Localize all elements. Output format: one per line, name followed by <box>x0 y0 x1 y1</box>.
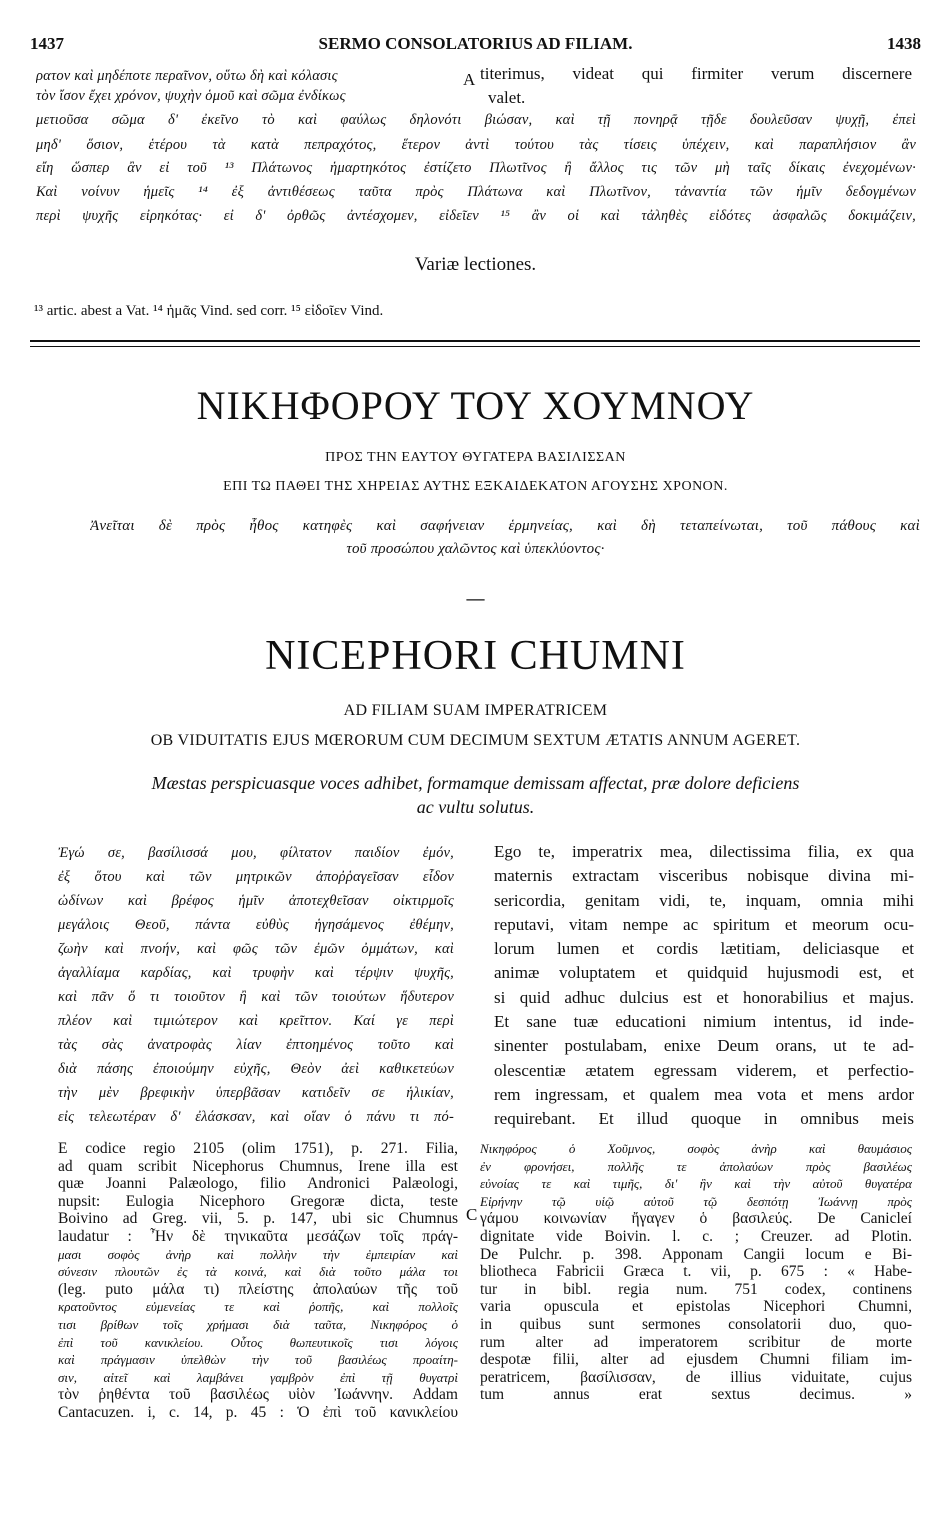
greek-col-line: ὠδίνων καὶ βρέφος ἡμῖν ἀποτεχθεῖσαν οἰκτιρμοῖς <box>58 893 454 909</box>
note-line: κρατοῦντος εὐμενείας τε καὶ ῥοπῆς, καὶ πολλοῖς <box>58 1299 458 1315</box>
greek-line: Καὶ νοίνυν ἡμεῖς ¹⁴ ἐξ ἀντιθέσεως ταῦτα πρὸς Πλάτωνα καὶ Πλωτῖνον, τἀναντία τῶν ἡμῖν δεδογμένων <box>36 184 916 200</box>
note-line: Boivino ad Greg. vii, 5. p. 147, ubi sic Chumnus <box>58 1210 458 1228</box>
greek-col-line: ἐξ ὅτου καὶ τῶν μητρικῶν ἀποῤῥαγεῖσαν εἶδον <box>58 869 454 885</box>
latin-col-line: lorum lumen et cordis lætitiam, deliciasque et <box>494 939 914 959</box>
note-line: μασι σοφὸς ἀνὴρ καὶ πολλὴν τὴν ἐμπειρίαν καὶ <box>58 1246 458 1262</box>
note-line: nupsit: Eulogia Nicephoro Gregoræ dicta, teste <box>58 1192 458 1210</box>
note-line: despotæ filii, alter ad ejusdem Chumni filiam im- <box>480 1351 912 1369</box>
note-line: in quibus sunt sermones consolatorii duo, quo- <box>480 1315 912 1333</box>
greek-col-line: ζωὴν καὶ πνοήν, καὶ φῶς τῶν ἐμῶν ὀμμάτων, καὶ <box>58 941 454 957</box>
greek-col-line: καὶ πᾶν ὅ τι τοιοῦτον ἢ καὶ τῶν τοιούτων ἥδυτερον <box>58 989 454 1005</box>
greek-col-line: εἰς τελεωτέραν δ' ἐλάσκσαν, καὶ οἵαν ὁ πάνυ τι πό- <box>58 1109 454 1125</box>
note-line: εὐνοίας τε καὶ τιμῆς, δι' ἣν καὶ τὴν αὐτοῦ θυγατέρα <box>480 1176 912 1192</box>
double-rule-top <box>30 340 920 342</box>
note-line: σιν, αἰτεῖ καὶ λαμβάνει γαμβρὸν ἐπὶ τῇ θυγατρὶ <box>58 1369 458 1385</box>
margin-letter-c: C <box>466 1205 478 1224</box>
note-line: ἐν φρονήσει, πολλῆς τε ἀπολαύων πρὸς βασιλέως <box>480 1158 912 1174</box>
note-line: Νικηφόρος ὁ Χοῦμνος, σοφὸς ἀνὴρ καὶ θαυμάσιος <box>480 1141 912 1156</box>
greek-col-line: Ἐγώ σε, βασίλισσά μου, φίλτατον παιδίον ἐμόν, <box>58 845 454 861</box>
latin-col-line: maternis extractam visceribus nobisque divina mi- <box>494 866 914 886</box>
latin-col-line: Ego te, imperatrix mea, dilectissima filia, ex qua <box>494 842 914 861</box>
note-line: ad quam scribit Nicephorus Chumnus, Irene illa est <box>58 1157 458 1175</box>
latin-col-line: reputavi, vitam nempe ac spiritum et meorum ocu- <box>494 914 914 934</box>
greek-line: τὸν ἴσον ἔχει χρόνον, ψυχὴν ὁμοῦ καὶ σῶμα ἐνδίκως <box>36 88 346 104</box>
running-title: SERMO CONSOLATORIUS AD FILIAM. <box>318 34 633 53</box>
variae-text: ¹³ artic. abest a Vat. ¹⁴ ἡμᾶς Vind. sed corr. ¹⁵ εἰδοῖεν Vind. <box>34 303 384 319</box>
greek-col-line: τὴν μὲν βρεφικὴν ὑπερβᾶσαν κατιδεῖν σε ἡλικίαν, <box>58 1085 454 1101</box>
latin-description-1: Mæstas perspicuasque voces adhibet, formamque demissam affectat, præ dolore deficiens <box>151 773 800 793</box>
greek-title: ΝΙΚΗΦΟΡΟΥ ΤΟΥ ΧΟΥΜΝΟΥ <box>196 383 755 428</box>
note-line: bliotheca Fabricii Græca t. vii, p. 675 : « Habe- <box>480 1263 912 1281</box>
note-line: τὸν ῥηθέντα τοῦ βασιλέως υἱὸν Ἰωάννην. Addam <box>58 1386 458 1404</box>
separator-dash: — <box>465 586 486 610</box>
notes-left-column <box>58 1140 458 1422</box>
greek-description-2: τοῦ προσώπου χαλῶντος καὶ ὑπεκλύοντος· <box>346 541 605 557</box>
note-line: Εἰρήνην τῷ υἱῷ αὐτοῦ τῷ δεσπότῃ Ἰωάννῃ πρὸς <box>480 1193 912 1209</box>
note-line: ἐπὶ τοῦ κανικλείου. Οὗτος θωπευτικοῖς τισι λόγοις <box>58 1334 458 1350</box>
greek-col-line: μεγάλοις Θεοῦ, πάντα εὐθὺς ἡγησάμενος ἐθέμην, <box>58 917 454 933</box>
latin-col-line: rem ingressam, et qualem mea vota et mens ardor <box>494 1084 914 1104</box>
note-line: (leg. puto μάλα τι) πλείστης ἀπολαύων τῆς τοῦ <box>58 1280 458 1298</box>
greek-col-line: ἀγαλλίαμα καρδίας, καὶ τρυφὴν καὶ τέρψιν ψυχῆς, <box>58 965 454 981</box>
note-line: dignitate vide Boivin. l. c. ; Creuzer. ad Plotin. <box>480 1227 912 1245</box>
greek-line: περὶ ψυχῆς εἰρηκότας· εἰ δ' ὀρθῶς ἀντέσχομεν, εἰδεῖεν ¹⁵ ἂν οἱ καὶ τἀληθὲς εἰδότες ἀσφαλῶς δοκιμάζειν, <box>36 208 916 224</box>
note-line: peratricem, βασίλισσαν, de illius viduitate, cujus <box>480 1368 912 1386</box>
note-line: E codice regio 2105 (olim 1751), p. 271. Filia, <box>58 1140 458 1157</box>
latin-col-line: animæ voluptatem et quidquid hujusmodi est, et <box>494 963 914 983</box>
margin-letter-a: A <box>463 70 476 89</box>
note-line: De Pulchr. p. 398. Apponam Cangii locum e Bi- <box>480 1245 912 1263</box>
latin-col-line: sinenter postulabam, enixe Deum orans, ut te ad- <box>494 1036 914 1056</box>
note-line: quæ Joanni Palæologo, filio Andronici Palæologi, <box>58 1175 458 1193</box>
latin-col-line: Et sane tuæ educationi nimium intentus, id inde- <box>494 1012 914 1032</box>
greek-line: μηδ' ὅσιον, ἑτέρου τὰ κατὰ πεπραχότος, ἕτερον ἀντὶ τούτου τὰς τίσεις ὑπέχειν, καὶ παραπλήσιον ἂν <box>36 137 916 153</box>
note-line: varia opuscula et epistolas Nicephori Chumni, <box>480 1298 912 1316</box>
latin-col-line: requirebant. Et illud quoque in omnibus meis <box>494 1109 914 1129</box>
greek-subtitle-2: ΕΠΙ ΤΩ ΠΑΘΕΙ ΤΗΣ ΧΗΡΕΙΑΣ ΑΥΤΗΣ ΕΞΚΑΙΔΕΚΑΤΟΝ ΑΓΟΥΣΗΣ ΧΡΟΝΟΝ. <box>223 479 728 494</box>
greek-subtitle-1: ΠΡΟΣ ΤΗΝ ΕΑΥΤΟΥ ΘΥΓΑΤΕΡΑ ΒΑΣΙΛΙΣΣΑΝ <box>325 450 626 465</box>
greek-col-line: διὰ πάσης ἐποιούμην εὐχῆς, Θεὸν ἀεὶ καθικετεύων <box>58 1061 454 1077</box>
note-line: laudatur : Ἦν δὲ τηνικαῦτα μεσάζων τοῖς πράγ- <box>58 1227 458 1245</box>
greek-col-line: πλέον καὶ τιμιώτερον καὶ κρεῖττον. Καί γε περὶ <box>58 1013 454 1029</box>
double-rule-bottom <box>30 346 920 347</box>
latin-col-line: sericordia, genitam vidi, te, inquam, omnia mihi <box>494 890 914 910</box>
variae-heading: Variæ lectiones. <box>414 254 537 275</box>
note-line: σύνεσιν πλουτῶν ἐς τὰ κοινά, καὶ διὰ τοῦτο μάλα τοι <box>58 1264 458 1280</box>
note-line: καὶ πράγμασιν ὑπελθὼν τὴν τοῦ βασιλέως προαίτη- <box>58 1352 458 1368</box>
latin-line: titerimus, videat qui firmiter verum discernere <box>480 64 912 83</box>
greek-text-column <box>58 845 454 1133</box>
greek-line: ρατον καὶ μηδέποτε περαῖνον, οὕτω δὴ καὶ κόλασις <box>36 68 338 84</box>
notes-right-column <box>480 1140 912 1404</box>
note-line: τισι βρίθων τοῖς χρήμασι διὰ ταῦτα, Νικηφόρος ὁ <box>58 1316 458 1332</box>
latin-subtitle-1: AD FILIAM SUAM IMPERATRICEM <box>343 702 608 719</box>
latin-col-line: si quid adhuc dulcius est et honorabilius et majus. <box>494 987 914 1007</box>
latin-col-line: olescentiæ ætatem egressam viderem, et perfectio- <box>494 1060 914 1080</box>
page-number-right: 1438 <box>887 34 921 53</box>
note-line: tum annus erat sextus decimus. » <box>480 1386 912 1404</box>
greek-line: μετιοῦσα σῶμα δ' ἐκεῖνο τὸ καὶ φαύλως δηλονότι βιώσαν, καὶ τῇ πονηρᾷ τῇδε δουλεῦσαν ψυχῇ, ἐπεὶ <box>36 112 916 128</box>
note-line: rum alter ad imperatorem scribitur de morte <box>480 1333 912 1351</box>
greek-line: εἴη ὥσπερ ἂν εἰ τοῦ ¹³ Πλάτωνος ἡμαρτηκότος ἐστίζετο Πλωτῖνος ἢ ἄλλος τις τῶν μὴ ταῖς δίκαις ἐνεχομένων· <box>36 160 916 176</box>
note-line: Cantacuzen. i, c. 14, p. 45 : Ὁ ἐπὶ τοῦ κανικλείου <box>58 1403 458 1421</box>
latin-subtitle-2: OB VIDUITATIS EJUS MŒRORUM CUM DECIMUM SEXTUM ÆTATIS ANNUM AGERET. <box>150 732 801 749</box>
page-number-left: 1437 <box>30 34 64 53</box>
greek-col-line: τὰς σὰς ἀνατροφὰς λίαν ἐπτοημένος τοῦτο καὶ <box>58 1037 454 1053</box>
latin-title: NICEPHORI CHUMNI <box>265 633 686 679</box>
latin-description-2: ac vultu solutus. <box>416 797 535 817</box>
note-line: tur in bibl. regia num. 751 codex, continens <box>480 1280 912 1298</box>
note-line: γάμου κοινωνίαν ἤγαγεν ὁ βασιλεύς. De Canicleí <box>480 1210 912 1228</box>
latin-text-column <box>494 842 914 1134</box>
greek-description-1: Ἀνεῖται δὲ πρὸς ἦθος κατηφὲς καὶ σαφήνειαν ἑρμηνείας, καὶ δὴ τεταπείνωται, τοῦ πάθους καὶ <box>90 518 920 534</box>
latin-line: valet. <box>488 88 526 107</box>
